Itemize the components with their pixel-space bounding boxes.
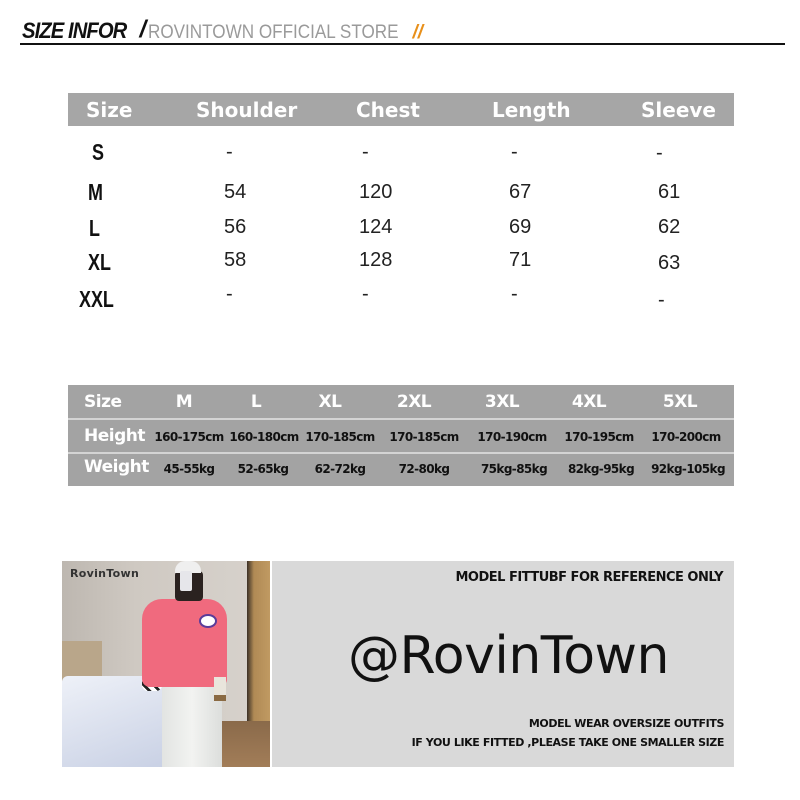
size-header: 2XL: [396, 392, 432, 412]
col-header-chest: Chest: [356, 98, 420, 122]
length-value: 69: [509, 216, 532, 238]
weight-value: 45-55kg: [163, 462, 215, 476]
oversize-note: MODEL WEAR OVERSIZE OUTFITS: [528, 717, 724, 730]
shoulder-value: -: [226, 141, 233, 163]
fit-table-height-row: [68, 420, 734, 452]
length-value: -: [511, 283, 518, 305]
brand-handle: @RovinTown: [348, 626, 670, 686]
shoulder-value: -: [226, 283, 233, 305]
height-value: 170-200cm: [651, 430, 721, 444]
sleeve-value: 62: [658, 216, 681, 238]
length-value: 71: [509, 249, 532, 271]
col-header-sleeve: Sleeve: [641, 98, 716, 122]
size-header: M: [175, 392, 193, 412]
weight-value: 52-65kg: [237, 462, 289, 476]
fit-table-size-row: [68, 385, 734, 417]
row-label-size: Size: [84, 392, 122, 412]
height-value: 170-190cm: [477, 430, 547, 444]
chest-value: 120: [359, 181, 393, 203]
length-value: -: [511, 141, 518, 163]
col-header-size: Size: [86, 98, 133, 122]
height-value: 160-175cm: [154, 430, 224, 444]
height-value: 170-185cm: [389, 430, 459, 444]
weight-value: 62-72kg: [314, 462, 366, 476]
pants-image: [162, 681, 222, 767]
chest-value: -: [362, 141, 369, 163]
reference-note: MODEL FITTUBF FOR REFERENCE ONLY: [455, 570, 723, 585]
height-value: 170-185cm: [305, 430, 375, 444]
size-label: M: [88, 179, 103, 205]
size-label: S: [92, 139, 104, 165]
size-label: XL: [88, 249, 111, 275]
col-header-shoulder: Shoulder: [196, 98, 298, 122]
col-header-length: Length: [492, 98, 571, 122]
header-divider: [20, 43, 785, 45]
accent-marks-icon: //: [412, 22, 424, 43]
sleeve-value: 61: [658, 181, 681, 203]
shoulder-value: 54: [224, 181, 247, 203]
weight-value: 75kg-85kg: [480, 462, 548, 476]
pink-sweatshirt-image: [142, 599, 227, 687]
page-title: SIZE INFOR: [22, 18, 127, 43]
size-label: XXL: [79, 286, 114, 312]
page-header: [22, 14, 423, 44]
weight-value: 82kg-95kg: [567, 462, 635, 476]
weight-value: 92kg-105kg: [651, 462, 725, 476]
length-value: 67: [509, 181, 532, 203]
sleeve-value: 63: [658, 252, 681, 274]
title-separator: /: [139, 16, 147, 43]
sleeve-value: -: [656, 142, 663, 164]
size-header: 3XL: [484, 392, 520, 412]
fit-note-panel: [272, 561, 734, 767]
shoulder-value: 56: [224, 216, 247, 238]
row-label-weight: Weight: [84, 457, 149, 477]
phone-image: [180, 571, 192, 591]
logo-patch-icon: [199, 614, 217, 628]
measurement-table-header: [68, 93, 734, 126]
size-header: L: [250, 392, 262, 412]
coffee-cup-image: [214, 677, 226, 701]
chest-value: -: [362, 283, 369, 305]
chest-value: 124: [359, 216, 393, 238]
chest-value: 128: [359, 249, 393, 271]
sizing-advice: IF YOU LIKE FITTED ,PLEASE TAKE ONE SMALLER SIZE: [411, 736, 724, 749]
model-photo: [62, 561, 270, 767]
fit-table: [68, 385, 734, 486]
sleeve-value: -: [658, 289, 665, 311]
height-value: 160-180cm: [229, 430, 299, 444]
size-header: 4XL: [571, 392, 607, 412]
size-label: L: [89, 215, 100, 241]
measurement-table: [68, 93, 734, 312]
fit-table-weight-row: [68, 454, 734, 486]
store-name: ROVINTOWN OFFICIAL STORE: [148, 22, 399, 43]
row-label-height: Height: [84, 426, 145, 446]
weight-value: 72-80kg: [398, 462, 450, 476]
size-header: 5XL: [662, 392, 698, 412]
size-header: XL: [318, 392, 342, 412]
photo-brand-watermark: RovinTown: [70, 567, 140, 580]
height-value: 170-195cm: [564, 430, 634, 444]
shoulder-value: 58: [224, 249, 247, 271]
